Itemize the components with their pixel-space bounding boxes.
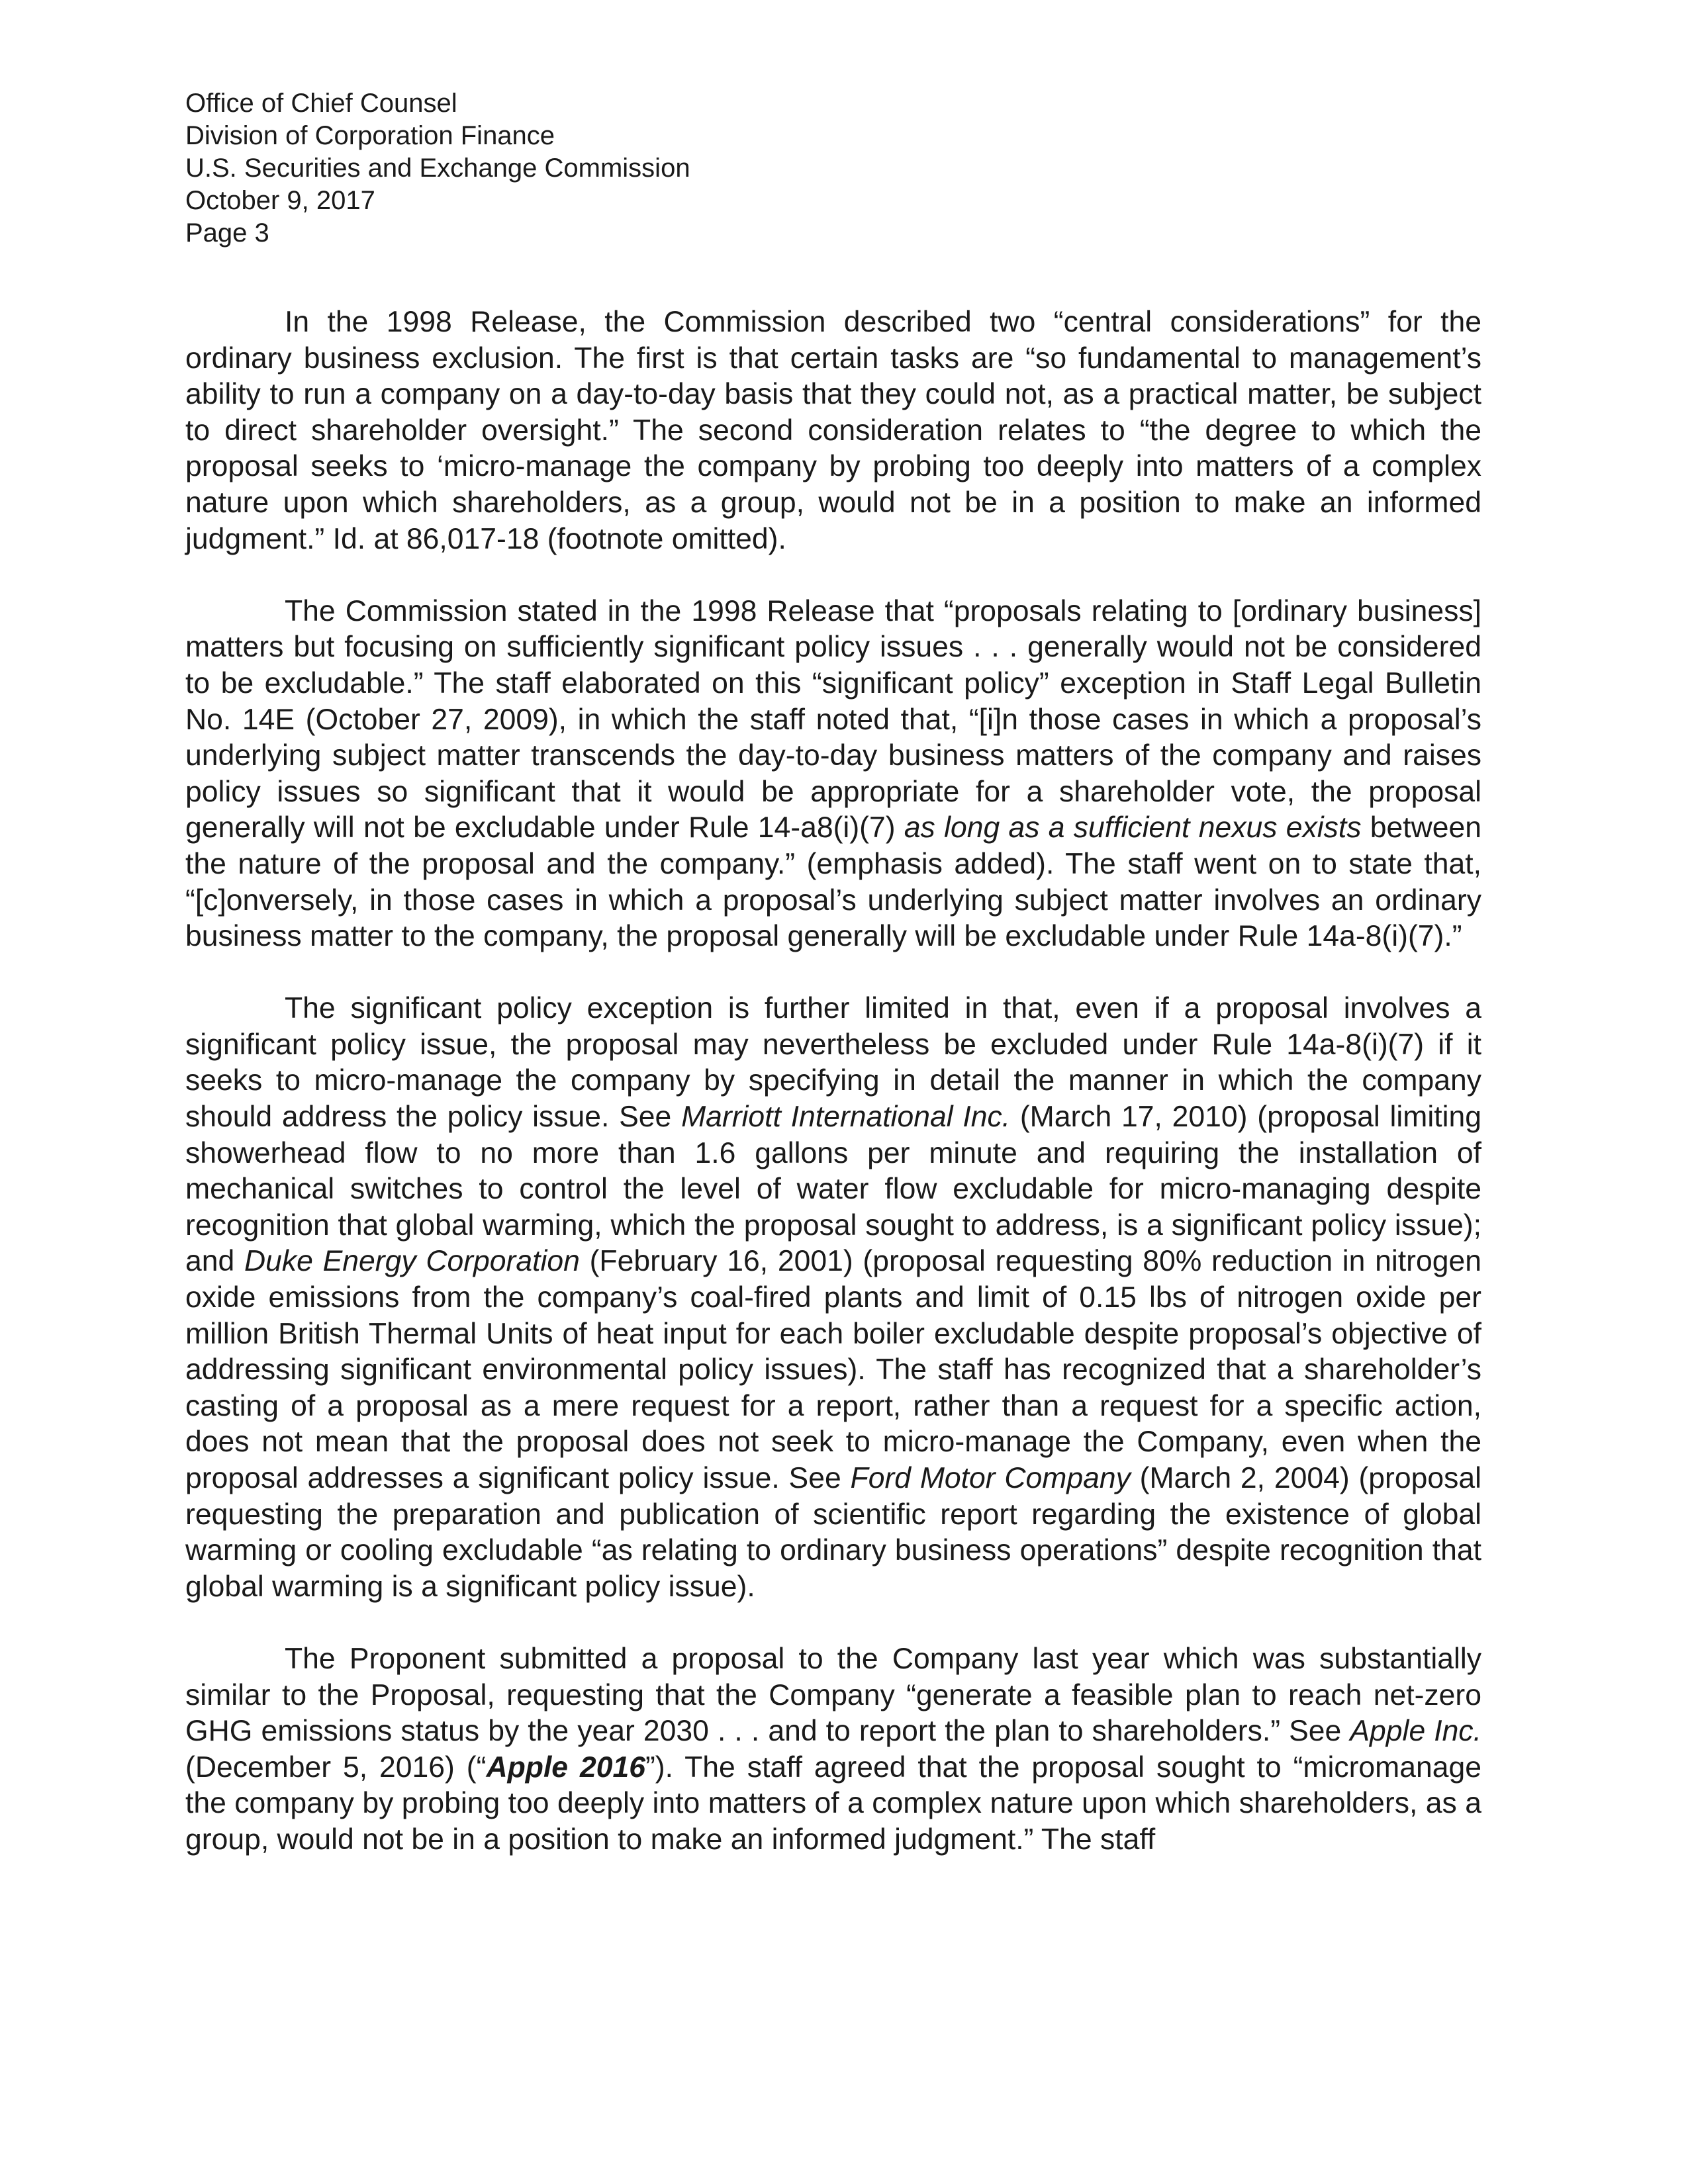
case-citation: Duke Energy Corporation	[244, 1245, 580, 1278]
case-citation: Apple Inc.	[1350, 1715, 1482, 1748]
paragraph-text: (March 2, 2004) (proposal requesting the preparation and publication of scientific report regarding the existence of global warming or cooling excludable “as relating to ordinary business operations” despite recognition that global warming is a significant policy issue).	[185, 1462, 1481, 1603]
letter-body	[185, 304, 1481, 1858]
paragraph-text: (February 16, 2001) (proposal requesting 80% reduction in nitrogen oxide emissions from the company’s coal-fired plants and limit of 0.15 lbs of nitrogen oxide per million British Thermal Units of heat input for each boiler excludable despite proposal’s objective of addressing significant environmental policy issues). The staff has recognized that a shareholder’s casting of a proposal as a mere request for a report, rather than a request for a specific action, does not mean that the proposal does not seek to micro-manage the Company, even when the proposal addresses a significant policy issue. See	[185, 1245, 1481, 1494]
case-citation: Ford Motor Company	[850, 1462, 1131, 1494]
header-office: Office of Chief Counsel	[185, 89, 457, 118]
header-division: Division of Corporation Finance	[185, 121, 555, 150]
header-date: October 9, 2017	[185, 186, 375, 215]
paragraph-significant-policy	[185, 594, 1481, 955]
defined-term: Apple 2016	[486, 1751, 645, 1784]
paragraph-proponent	[185, 1641, 1481, 1858]
paragraph-text: (March 17, 2010) (proposal limiting showerhead flow to no more than 1.6 gallons per minute and requiring the installation of mechanical switches to control the level of water flow excludable for micro-managing despite recognition that global warming, which the proposal sought to address, is a significant policy issue); and	[185, 1101, 1482, 1278]
header-agency: U.S. Securities and Exchange Commission	[185, 154, 690, 183]
header-page-number: Page 3	[185, 218, 269, 248]
paragraph-text: In the 1998 Release, the Commission described two “central considerations” for the ordinary business exclusion. The first is that certain tasks are “so fundamental to management’s ability to run a company on a day-to-day basis that they could not, as a practical matter, be subject to direct shareholder oversight.” The second consideration relates to “the degree to which the proposal seeks to ‘micro-manage the company by probing too deeply into matters of a complex nature upon which shareholders, as a group, would not be in a position to make an informed judgment.” Id. at 86,017-18 (footnote omitted).	[185, 306, 1481, 555]
paragraph-text: (December 5, 2016) (“	[185, 1751, 487, 1784]
paragraph-text: ”). The staff agreed that the proposal sought to “micromanage the company by probing too deeply into matters of a complex nature upon which shareholders, as a group, would not be in a position to make an informed judgment.” The staff	[185, 1751, 1481, 1856]
emphasis-text: as long as a sufficient nexus exists	[904, 811, 1362, 844]
paragraph-policy-exception	[185, 991, 1481, 1605]
letter-header	[185, 87, 1112, 250]
paragraph-1998-release	[185, 304, 1481, 557]
paragraph-text: between the nature of the proposal and the company.” (emphasis added). The staff went on to state that, “[c]onversely, in those cases in which a proposal’s underlying subject matter involves an ordinary business matter to the company, the proposal generally will be excludable under Rule 14a-8(i)(7).”	[185, 811, 1482, 953]
paragraph-text: The Commission stated in the 1998 Release that “proposals relating to [ordinary business] matters but focusing on sufficiently significant policy issues . . . generally would not be considered to be excludable.” The staff elaborated on this “significant policy” exception in Staff Legal Bulletin No. 14E (October 27, 2009), in which the staff noted that, “[i]n those cases in which a proposal’s underlying subject matter transcends the day-to-day business matters of the company and raises policy issues so significant that it would be appropriate for a shareholder vote, the proposal generally will not be excludable under Rule 14-a8(i)(7)	[185, 594, 1481, 844]
paragraph-text: The significant policy exception is further limited in that, even if a proposal involves a significant policy issue, the proposal may nevertheless be excluded under Rule 14a-8(i)(7) if it seeks to micro-manage the company by specifying in detail the manner in which the company should address the policy issue. See	[185, 992, 1481, 1134]
paragraph-text: The Proponent submitted a proposal to the Company last year which was substantially similar to the Proposal, requesting that the Company “generate a feasible plan to reach net-zero GHG emissions status by the year 2030 . . . and to report the plan to shareholders.” See	[185, 1642, 1481, 1748]
case-citation: Marriott International Inc.	[681, 1101, 1011, 1134]
